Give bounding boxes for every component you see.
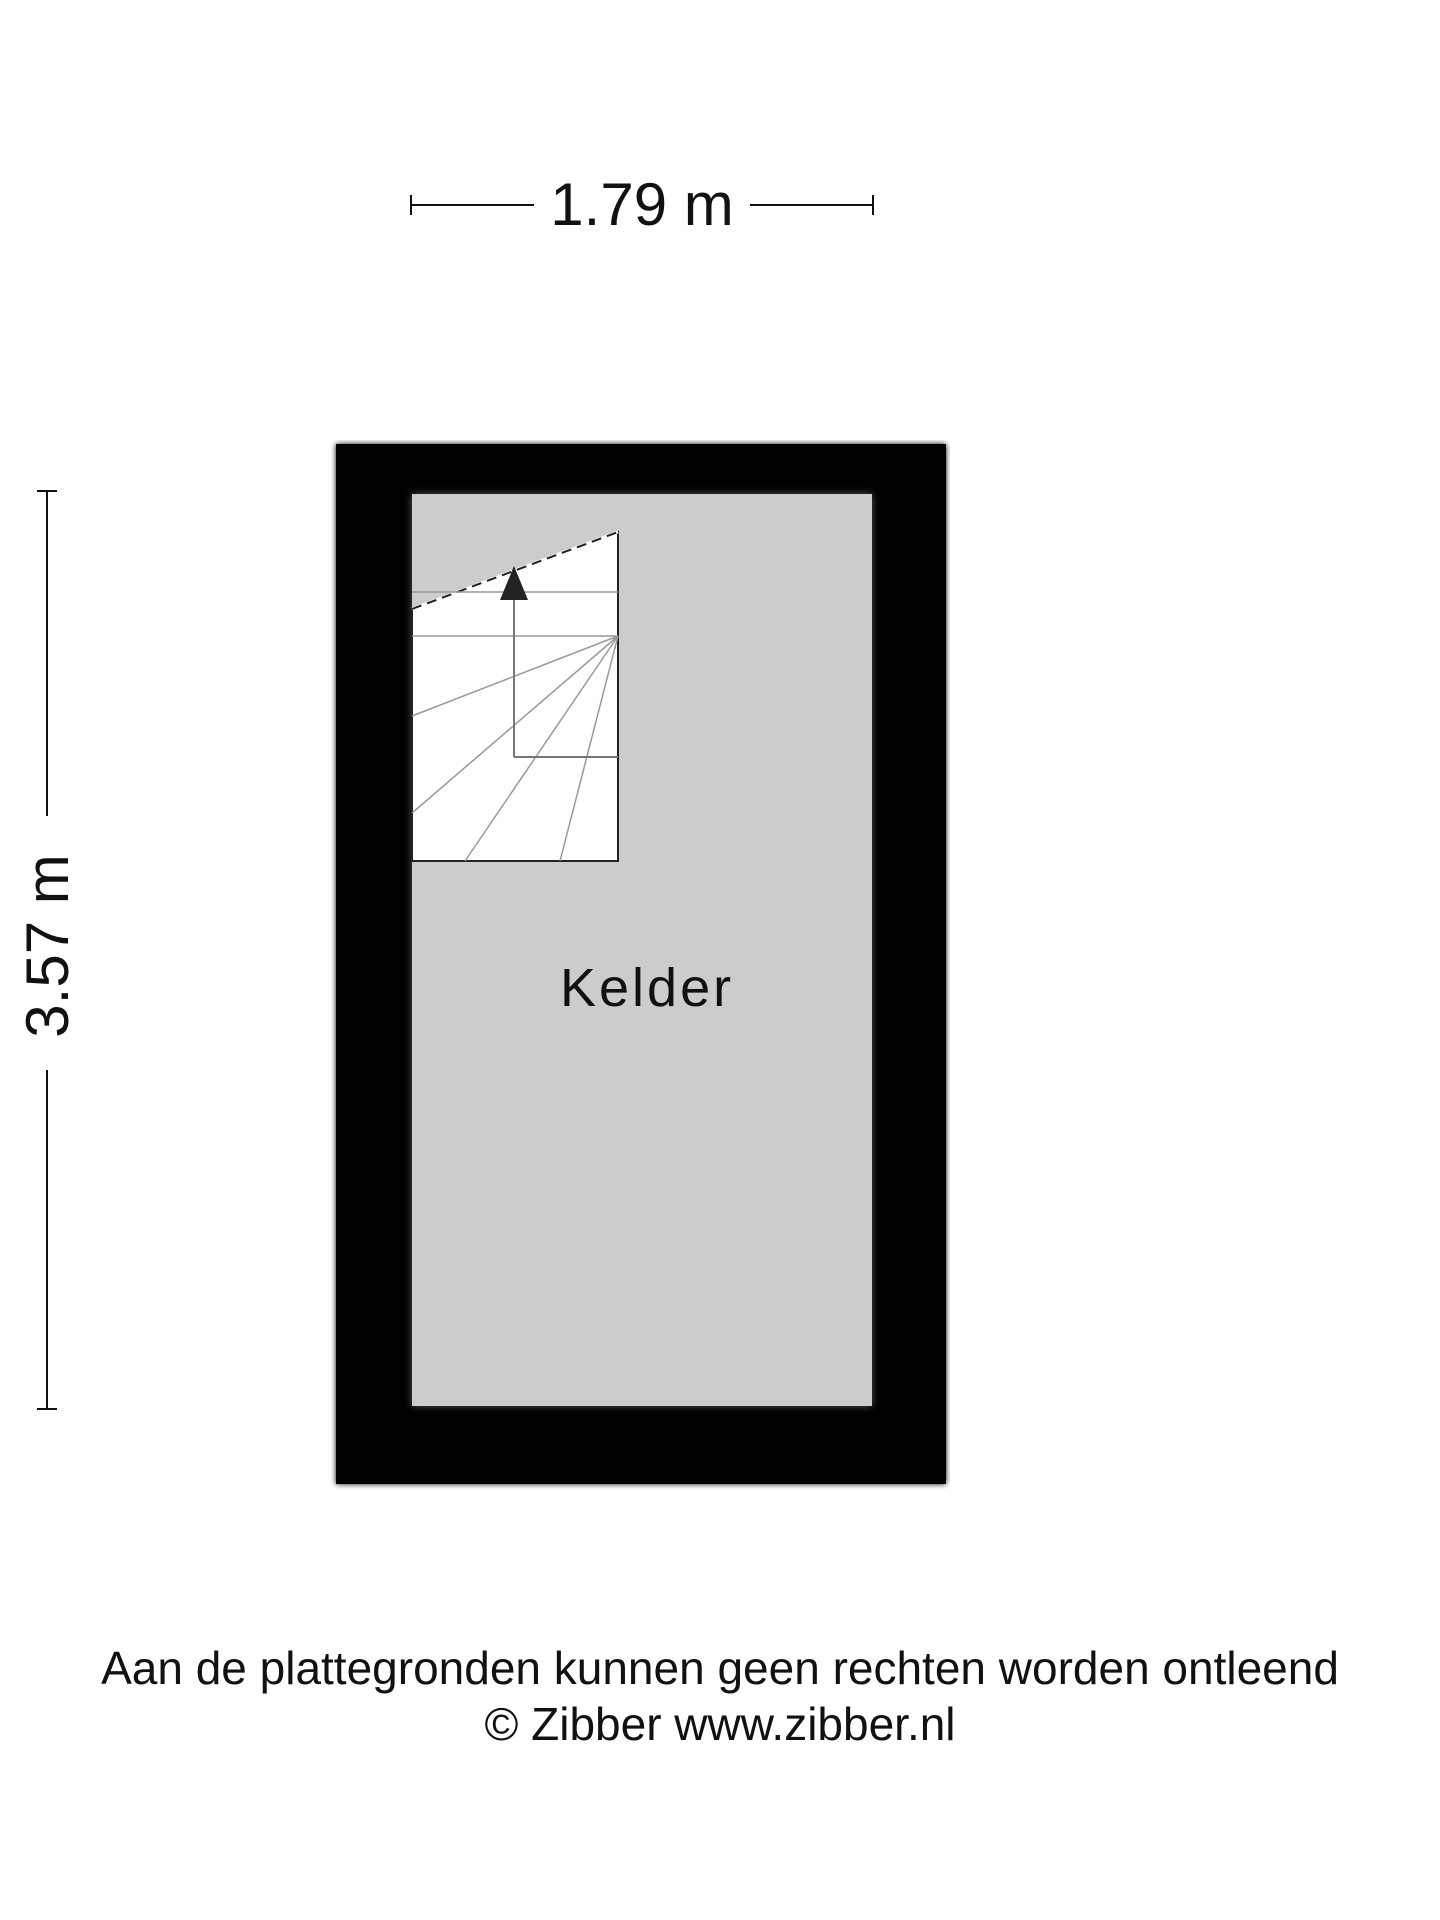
dimension-line [46, 1070, 48, 1410]
dimension-tick [37, 1408, 57, 1410]
room-label: Kelder [560, 958, 735, 1018]
dimension-line [750, 204, 874, 206]
width-dimension-label: 1.79 m [550, 171, 734, 238]
footer [0, 1640, 1440, 1752]
disclaimer-text: Aan de plattegronden kunnen geen rechten worden ontleend [101, 1642, 1339, 1694]
dimension-line [46, 490, 48, 816]
width-dimension [410, 160, 874, 250]
height-dimension-label: 3.57 m [14, 854, 81, 1038]
height-dimension [0, 490, 100, 1410]
dimension-tick [872, 195, 874, 215]
copyright-text: © Zibber www.zibber.nl [484, 1698, 956, 1750]
dimension-line [410, 204, 534, 206]
